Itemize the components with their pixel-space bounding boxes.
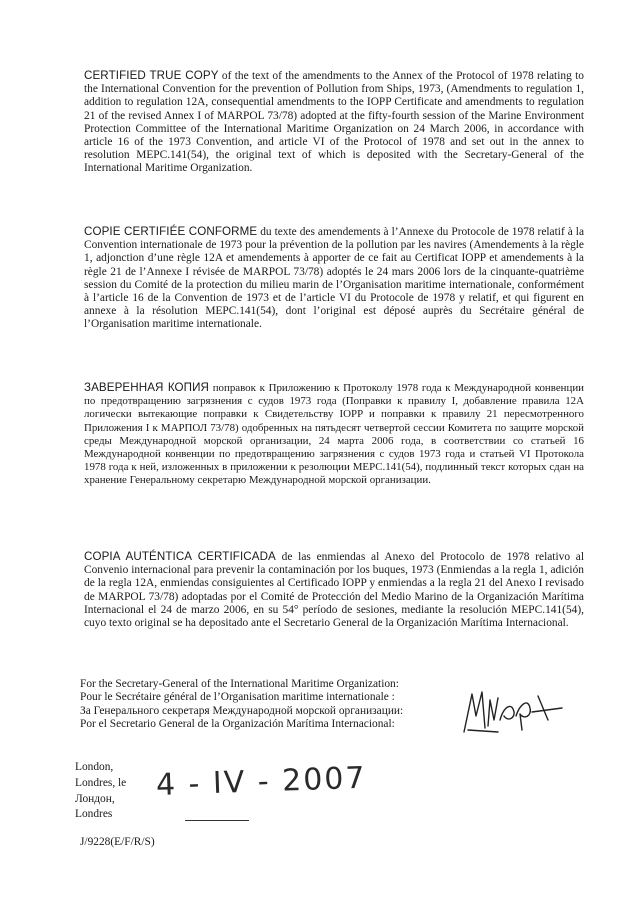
handwritten-date: 4 - IV - 2007 <box>155 760 368 803</box>
document-reference: J/9228(E/F/R/S) <box>80 836 155 848</box>
certification-french-lead: COPIE CERTIFIÉE CONFORME <box>84 225 258 238</box>
certification-english-lead: CERTIFIED TRUE COPY <box>84 69 219 82</box>
handwritten-signature <box>458 686 568 736</box>
certification-french-body: du texte des amendements à l’Annexe du Protocole de 1978 relatif à la Convention internationale de 1973 pour la prévention de la pollution par les navires (Amendements à la règle 1, adjonction d’une règle 12A et amendements à apporter de ce fait au Certificat IOPP et amendements à la règle 21 de l’Annexe I révisée de MARPOL 73/78) adoptés le 24 mars 2006 lors de la cinquante-quatrième session du Comité de la protection du milieu marin de l’Organisation maritime internationale, conformément à l’article 16 de la Convention de 1973 et de l’article VI du Protocole de 1978 y relatif, et qui figurent en annexe à la résolution MEPC.141(54), dont l’original est déposé auprès du Secrétaire général de l’Organisation maritime internationale. <box>84 226 585 331</box>
certification-russian-lead: ЗАВЕРЕННАЯ КОПИЯ <box>84 381 210 394</box>
signoff-english: For the Secretary-General of the International Maritime Organization: <box>80 678 399 690</box>
certification-spanish-lead: COPIA AUTÉNTICA CERTIFICADA <box>84 550 276 563</box>
certification-english-body: of the text of the amendments to the Annex of the Protocol of 1978 relating to the International Convention for the prevention of Pollution from Ships, 1973, (Amendments to regulation 1, addition to regulation 12A, consequential amendments to the IOPP Certificate and amendments to regulation 21 of the revised Annex I of MARPOL 73/78) adopted at the fifty-fourth session of the Marine Environment Protection Committee of the International Maritime Organization on 24 March 2006, in accordance with article 16 of the 1973 Convention, and article VI of the Protocol of 1978 and set out in the annex to resolution MEPC.141(54), the original text of which is deposited with the Secretary-General of the International Maritime Organization. <box>84 70 584 175</box>
certification-english <box>84 69 584 176</box>
signoff-french: Pour le Secrétaire général de l’Organisation maritime internationale : <box>80 691 395 704</box>
certification-french <box>84 225 584 332</box>
certification-russian <box>84 381 584 488</box>
signoff-spanish: Por el Secretario General de la Organización Marítima Internacional: <box>80 718 395 731</box>
place-spanish: Londres <box>75 808 113 821</box>
place-french: Londres, le <box>75 776 127 789</box>
place-russian: Лондон, <box>75 792 115 805</box>
place-block <box>75 760 126 823</box>
signoff-block <box>80 678 403 732</box>
signoff-russian: За Генерального секретаря Международной морской организации: <box>80 704 404 717</box>
certification-spanish-body: de las enmiendas al Anexo del Protocolo de 1978 relativo al Convenio internacional para prevenir la contaminación por los buques, 1973 (Enmiendas a la regla 1, adición de la regla 12A, enmiendas consiguientes al Certificado IOPP y enmiendas a la regla 21 del Anexo I revisado de MARPOL 73/78) adoptadas por el Comité de Protección del Medio Marino de la Organización Marítima Internacional el 24 de marzo 2006, en su 54° período de sesiones, mediante la resolución MEPC.141(54), cuyo texto original se ha depositado ante el Secretario General de la Organización Marítima Internacional. <box>84 551 584 630</box>
certification-spanish <box>84 550 584 630</box>
date-underline <box>185 820 249 821</box>
place-english: London, <box>75 761 114 773</box>
certification-russian-body: поправок к Приложению к Протоколу 1978 года к Международной конвенции по предотвращению загрязнения с судов 1973 года (Поправки к правилу I, добавление правила 12А логически вытекающие поправки к Свидетельству IOPP и поправки к правилу 21 пересмотренного Приложения I к МАРПОЛ 73/78) одобренных на пятьдесят четвертой сессии Комитета по защите морской среды Международной морской организации, 24 марта 2006 года, в соответствии со статьей 16 Международной конвенции по предотвращению загрязнения с судов 1973 года и статьей VI Протокола 1978 года к ней, изложенных в приложении к резолюции МЕРС.141(54), подлинный текст которых сдан на хранение Генеральному секретарю Международной морской организации. <box>84 382 584 487</box>
